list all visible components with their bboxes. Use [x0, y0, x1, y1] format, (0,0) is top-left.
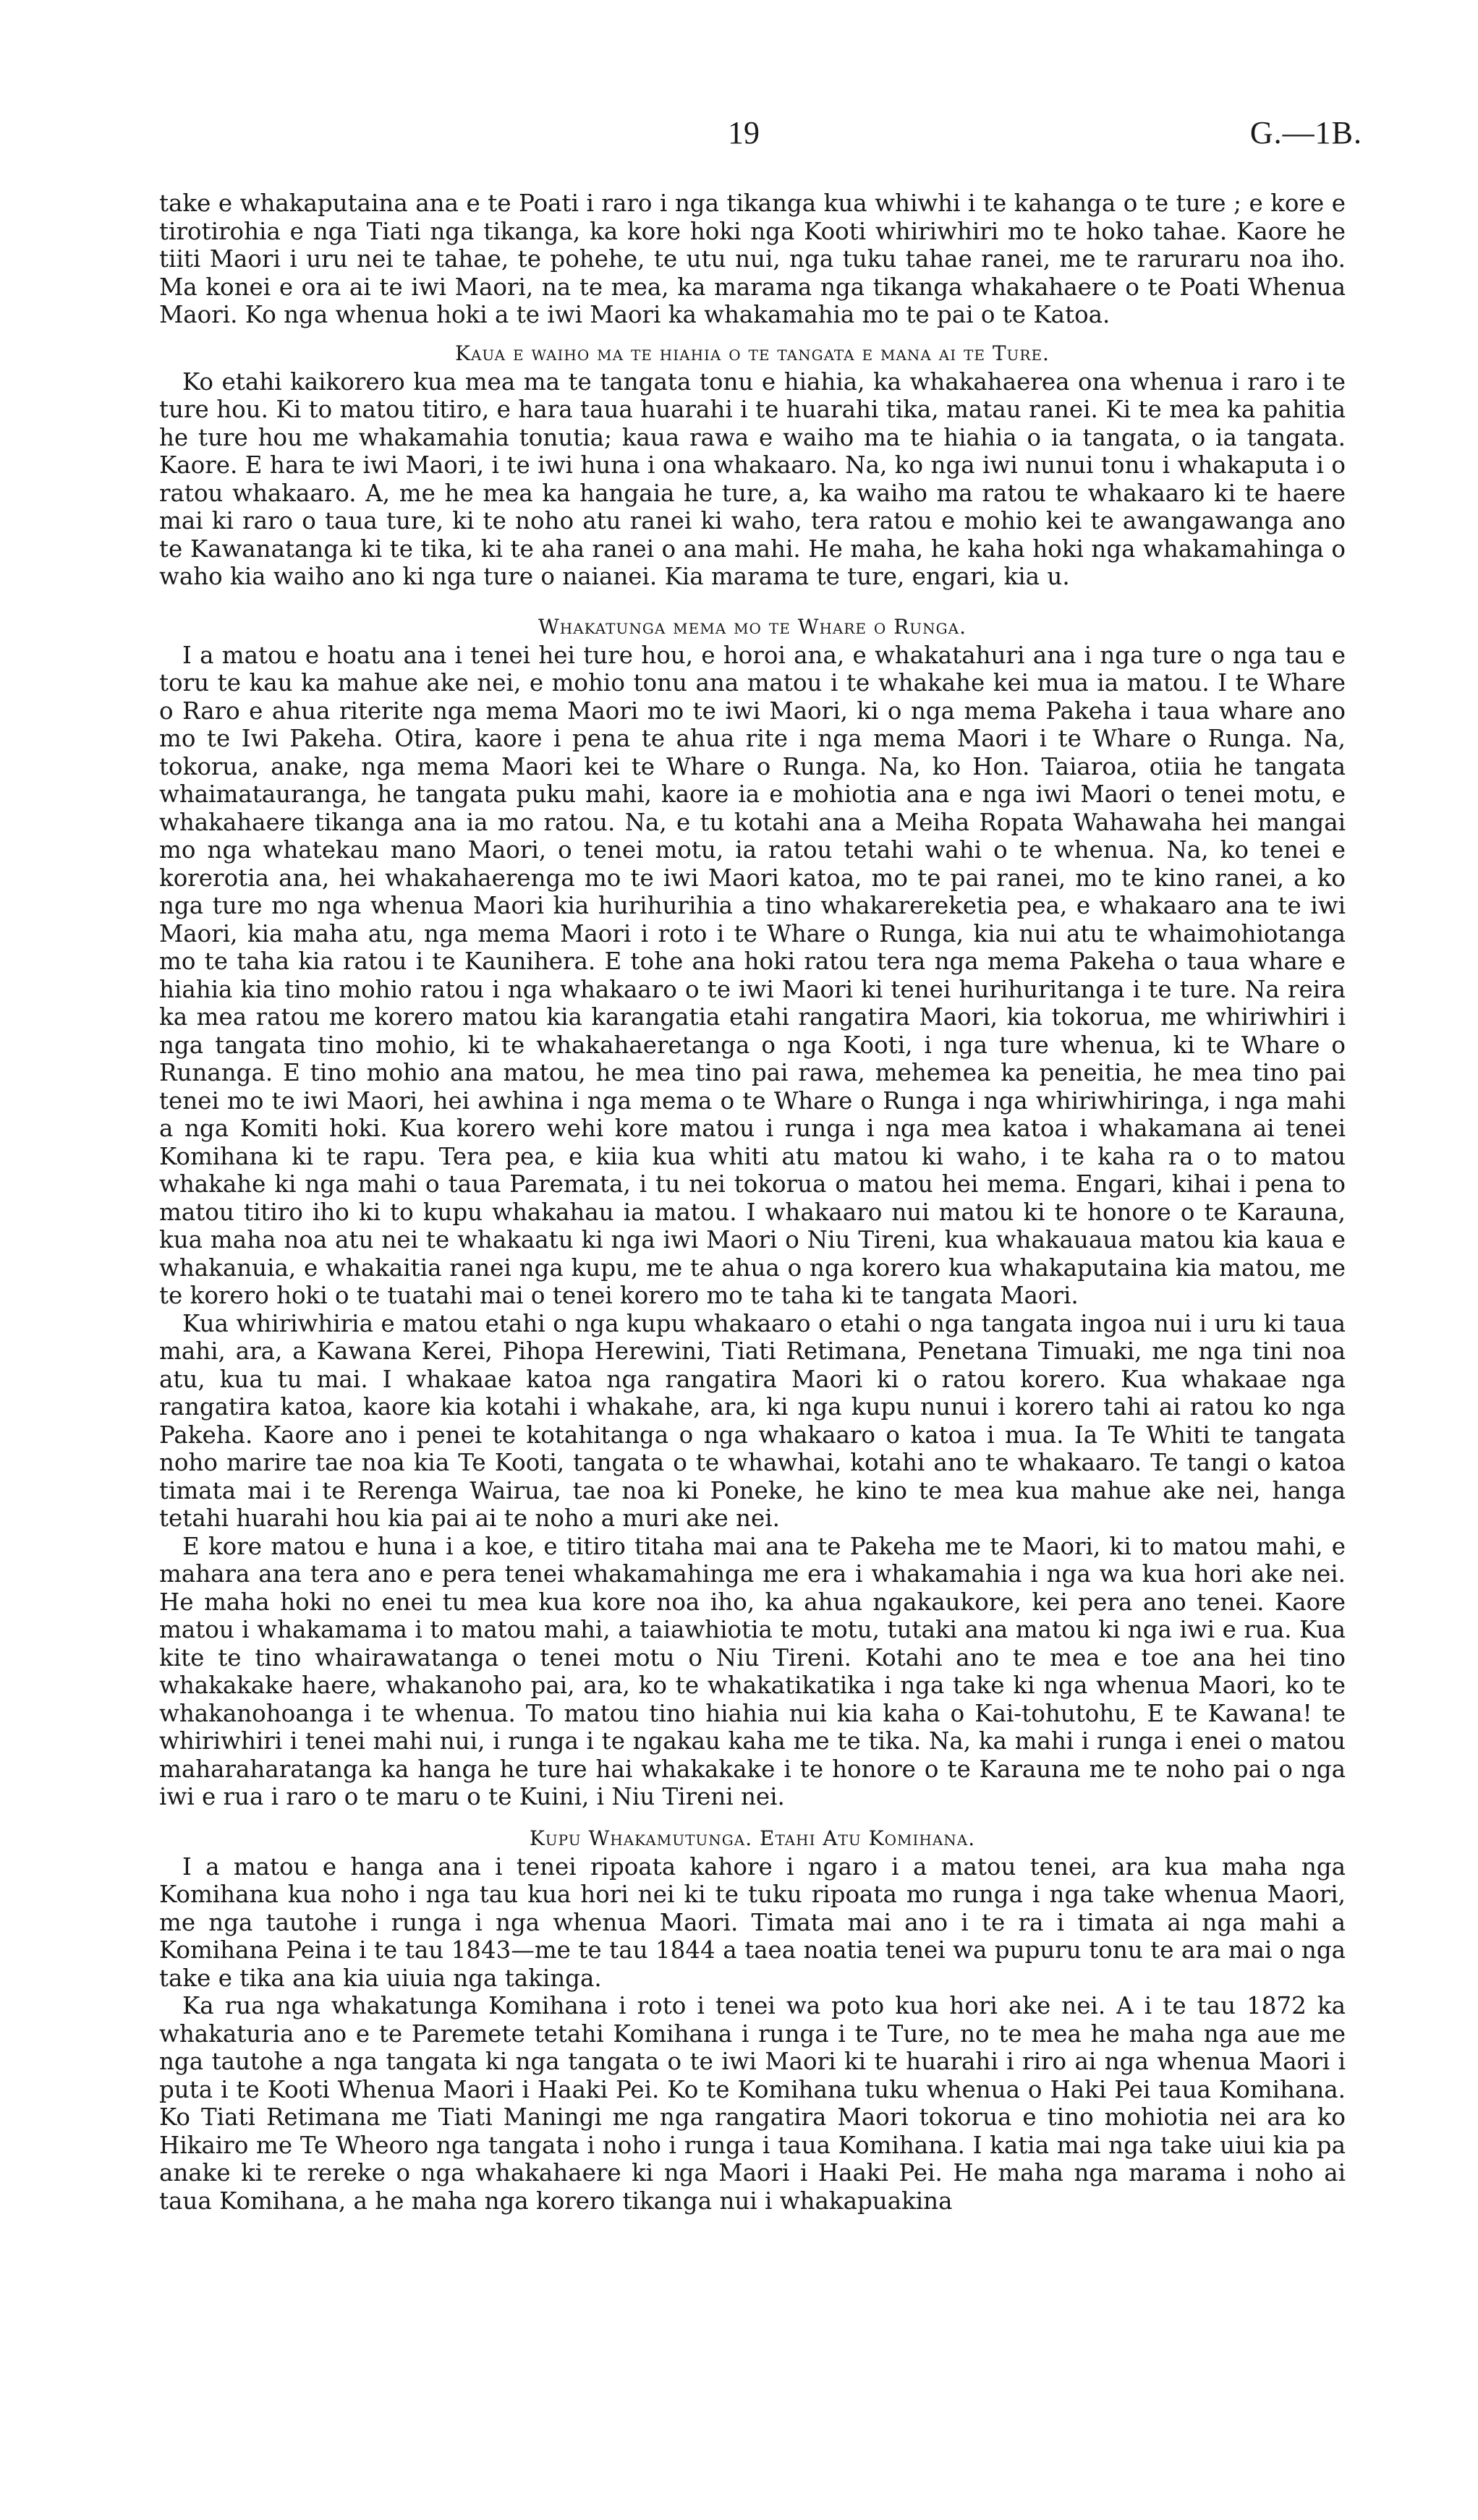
paragraph: take e whakaputaina ana e te Poati i raro i nga tikanga kua whiwhi i te kahanga o te ture ; e kore e tirotirohia e nga Tiati nga tikanga, ka kore hoki nga Kooti whiriwhiri mo te hoko tahae. Kaore he tiiti Maori i uru nei te tahae, te pohehe, te utu nui, nga tuku tahae ranei, me te raruraru noa iho. Ma konei e ora ai te iwi Maori, na te mea, ka marama nga tikanga whakahaere o te Poati Whenua Maori. Ko nga whenua hoki a te iwi Maori ka whakamahia mo te pai o te Katoa.	[159, 190, 1346, 328]
paragraph: Ko etahi kaikorero kua mea ma te tangata tonu e hiahia, ka whakahaerea ona whenua i raro i te ture hou. Ki to matou titiro, e hara taua huarahi i te huarahi tika, matau ranei. Ki te mea ka pahitia he ture hou me whakamahia tonutia; kaua rawa e waiho ma te hiahia o ia tangata, o ia tangata. Kaore. E hara te iwi Maori, i te iwi huna i ona whakaaro. Na, ko nga iwi nunui tonu i whakaputa i o ratou whakaaro. A, me he mea ka hangaia he ture, a, ka waiho ma ratou te whakaaro ki te haere mai ki raro o taua ture, ki te noho atu ranei ki waho, tera ratou e mohio kei te awangawanga ano te Kawanatanga ki te tika, ki te aha ranei o ana mahi. He maha, he kaha hoki nga whakamahinga o waho kia waiho ano ki nga ture o naianei. Kia marama te ture, engari, kia u.	[159, 367, 1346, 590]
section-heading: Kaua e waiho ma te hiahia o te tangata e mana ai te Ture.	[455, 341, 1050, 365]
paragraph: I a matou e hanga ana i tenei ripoata kahore i ngaro i a matou tenei, ara kua maha nga Komihana kua noho i nga tau kua hori nei ki te tuku ripoata mo runga i nga take whenua Maori, me nga tautohe i runga i nga whenua Maori. Timata mai ano i te ra i timata ai nga mahi a Komihana Peina i te tau 1843—me te tau 1844 a taea noatia tenei wa pupuru tonu te ara mai o nga take e tika ana kia uiuia nga takinga.	[159, 1852, 1346, 1992]
paragraph: Ka rua nga whakatunga Komihana i roto i tenei wa poto kua hori ake nei. A i te tau 1872 ka whakaturia ano e te Paremete tetahi Komihana i runga i te Ture, no te mea he maha nga aue me nga tautohe a nga tangata ki nga tangata o te iwi Maori ki te huarahi i riro ai nga whenua Maori i puta i te Kooti Whenua Maori i Haaki Pei. Ko te Komihana tuku whenua o Haki Pei taua Komihana. Ko Tiati Retimana me Tiati Maningi me nga rangatira Maori tokorua e tino mohiotia nei ara ko Hikairo me Te Wheoro nga tangata i noho i runga i taua Komihana. I katia mai nga take uiui kia pa anake ki te rereke o nga whakahaere ki nga Maori i Haaki Pei. He maha nga marama i noho ai taua Komihana, a he maha nga korero tikanga nui i whakapuakina	[159, 1992, 1346, 2215]
paragraph: I a matou e hoatu ana i tenei hei ture hou, e horoi ana, e whakatahuri ana i nga ture o nga tau e toru te kau ka mahue ake nei, e mohio tonu ana matou i te whakahe kei mua ia matou. I te Whare o Raro e ahua riterite nga mema Maori mo te iwi Maori, ki o nga mema Pakeha i taua whare ano mo te Iwi Pakeha. Otira, kaore i pena te ahua rite i nga mema Maori i te Whare o Runga. Na, tokorua, anake, nga mema Maori kei te Whare o Runga. Na, ko Hon. Taiaroa, otiia he tangata whaimatauranga, he tangata puku mahi, kaore ia e mohiotia ana e nga iwi Maori o tenei motu, e whakahaere tikanga ana ia mo ratou. Na, e tu kotahi ana a Meiha Ropata Wahawaha hei mangai mo nga whatekau mano Maori, o tenei motu, ia ratou tetahi wahi o te whenua. Na, ko tenei e korerotia ana, hei whakahaerenga mo te iwi Maori katoa, mo te pai ranei, mo te kino ranei, a ko nga ture mo nga whenua Maori kia hurihurihia a tino whakarereketia pea, e whakaaro ana te iwi Maori, kia maha atu, nga mema Maori i roto i te Whare o Runga, kia nui atu te whaimohiotanga mo te taha kia ratou i te Kaunihera. E tohe ana hoki ratou tera nga mema Pakeha o taua whare e hiahia kia tino mohio ratou i nga whakaaro o te iwi Maori ki tenei hurihuritanga i te ture. Na reira ka mea ratou me korero matou kia karangatia etahi rangatira Maori, kia tokorua, me whiriwhiri i nga tangata tino mohio, ki te whakahaeretanga o nga Kooti, i nga ture whenua, ki te Whare o Runanga. E tino mohio ana matou, he mea tino pai rawa, mehemea ka peneitia, he mea tino pai tenei mo te iwi Maori, hei awhina i nga mema o te Whare o Runga i nga whiriwhiringa, i nga mahi a nga Komiti hoki. Kua korero wehi kore matou i runga i nga mea katoa i whakamana ai tenei Komihana ki te rapu. Tera pea, e kiia kua whiti atu matou ki waho, i te kaha ra o to matou whakahe ki nga mahi o taua Paremata, i tu nei tokorua o matou hei mema. Engari, kihai i pena to matou titiro iho ki to kupu whakahau ia matou. I whakaaro nui matou ki te honore o te Karauna, kua maha noa atu nei te whakaatu ki nga iwi Maori o Niu Tireni, kua whakauaua matou kia kaua e whakanuia, e whakaitia ranei nga kupu, me te ahua o nga korero kua whakaputaina kia matou, me te korero hoki o te tuatahi mai o tenei korero mo te taha ki te tangata Maori.	[159, 641, 1346, 1309]
document-reference: G.—1B.	[1249, 115, 1362, 150]
section-heading: Kupu Whakamutunga. Etahi Atu Komihana.	[529, 1826, 976, 1850]
section-heading: Whakatunga mema mo te Whare o Runga.	[538, 614, 967, 639]
paragraph: Kua whiriwhiria e matou etahi o nga kupu whakaaro o etahi o nga tangata ingoa nui i uru ki taua mahi, ara, a Kawana Kerei, Pihopa Herewini, Tiati Retimana, Penetana Timuaki, me nga tini noa atu, kua tu mai. I whakaae katoa nga rangatira Maori ki o ratou korero. Kua whakaae nga rangatira katoa, kaore kia kotahi i whakahe, ara, ki nga kupu nunui i korero tahi ai ratou ko nga Pakeha. Kaore ano i penei te kotahitanga o nga whakaaro o katoa i mua. Ia Te Whiti te tangata noho marire tae noa kia Te Kooti, tangata o te whawhai, kotahi ano te whakaaro. Te tangi o katoa timata mai i te Rerenga Wairua, tae noa ki Poneke, he kino te mea kua mahue ake nei, hanga tetahi huarahi hou kia pai ai te noho a muri ake nei.	[159, 1309, 1346, 1532]
page-number: 19	[728, 115, 760, 150]
document-body	[159, 190, 1346, 2215]
paragraph: E kore matou e huna i a koe, e titiro titaha mai ana te Pakeha me te Maori, ki to matou mahi, e mahara ana tera ano e pera tenei whakamahinga me era i whakamahia i nga wa kua hori ake nei. He maha hoki no enei tu mea kua kore noa iho, ka ahua ngakaukore, kei pera ano tenei. Kaore matou i whakamama i to matou mahi, a taiawhiotia te motu, tutaki ana matou ki nga iwi e rua. Kua kite te tino whairawatanga o tenei motu o Niu Tireni. Kotahi ano te mea e toe ana hei tino whakakake haere, whakanoho pai, ara, ko te whakatikatika i nga take ki nga whenua Maori, ko te whakanohoanga i te whenua. To matou tino hiahia nui kia kaha o Kai-tohutohu, E te Kawana! te whiriwhiri i tenei mahi nui, i runga i te ngakau kaha me te tika. Na, ka mahi i runga i enei o matou maharaharatanga ka hanga he ture hai whakakake i te honore o te Karauna me te noho pai o nga iwi e rua i raro o te maru o te Kuini, i Niu Tireni nei.	[159, 1532, 1346, 1810]
